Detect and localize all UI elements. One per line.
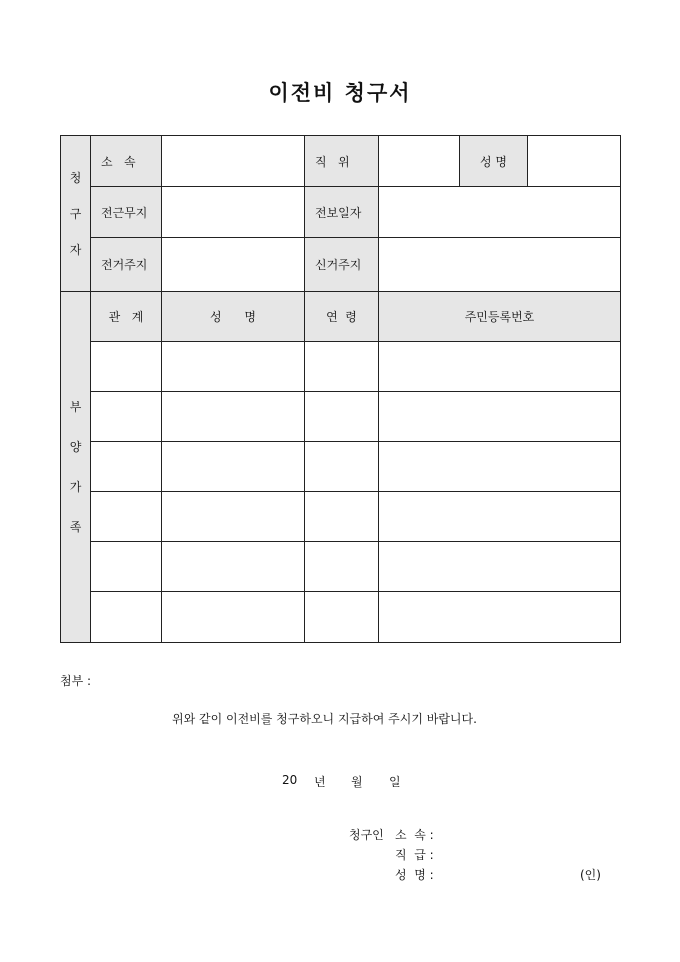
dependent-row: [61, 342, 621, 392]
resident-number-cell[interactable]: [379, 542, 621, 592]
relation-cell[interactable]: [91, 492, 162, 542]
age-cell[interactable]: [305, 542, 379, 592]
dependent-row: [61, 592, 621, 643]
dependent-name-header: 성 명: [162, 292, 305, 342]
age-cell[interactable]: [305, 492, 379, 542]
age-cell[interactable]: [305, 592, 379, 643]
claimant-side-label: 청 구 자: [61, 136, 91, 292]
seal-label: (인): [580, 868, 601, 882]
claim-form-table: [60, 135, 621, 643]
position-value[interactable]: [379, 136, 460, 187]
dependent-name-cell[interactable]: [162, 442, 305, 492]
prev-address-label: 전거주지: [91, 238, 162, 292]
date-month-label: 월: [351, 775, 363, 789]
dependent-row: [61, 492, 621, 542]
name-label: 성 명: [460, 136, 528, 187]
resident-number-cell[interactable]: [379, 492, 621, 542]
sign-affiliation-label: 소 속 :: [395, 828, 434, 842]
new-address-label: 신거주지: [305, 238, 379, 292]
resident-number-header: 주민등록번호: [379, 292, 621, 342]
age-cell[interactable]: [305, 342, 379, 392]
age-cell[interactable]: [305, 392, 379, 442]
dependent-row: [61, 392, 621, 442]
document-title: 이전비 청구서: [268, 80, 412, 105]
resident-number-cell[interactable]: [379, 342, 621, 392]
dependent-row: [61, 442, 621, 492]
position-label: 직 위: [305, 136, 379, 187]
transfer-date-value[interactable]: [379, 187, 621, 238]
dependent-name-cell[interactable]: [162, 492, 305, 542]
claimant-prefix: 청구인: [349, 828, 384, 842]
relation-header: 관 계: [91, 292, 162, 342]
attachment-label: 첨부 :: [60, 674, 92, 688]
new-address-value[interactable]: [379, 238, 621, 292]
prev-address-value[interactable]: [162, 238, 305, 292]
relation-cell[interactable]: [91, 592, 162, 643]
dependent-name-cell[interactable]: [162, 542, 305, 592]
affiliation-value[interactable]: [162, 136, 305, 187]
resident-number-cell[interactable]: [379, 442, 621, 492]
dependents-side-label: 부 양 가 족: [61, 292, 91, 643]
relation-cell[interactable]: [91, 342, 162, 392]
resident-number-cell[interactable]: [379, 592, 621, 643]
date-day-label: 일: [389, 775, 401, 789]
affiliation-label: 소 속: [91, 136, 162, 187]
resident-number-cell[interactable]: [379, 392, 621, 442]
relation-cell[interactable]: [91, 542, 162, 592]
name-value[interactable]: [528, 136, 621, 187]
sign-name-label: 성 명 :: [395, 868, 434, 882]
date-year-prefix: 20: [282, 773, 298, 787]
prev-work-value[interactable]: [162, 187, 305, 238]
date-year-label: 년: [314, 775, 326, 789]
transfer-date-label: 전보일자: [305, 187, 379, 238]
dependent-row: [61, 542, 621, 592]
age-header: 연 령: [305, 292, 379, 342]
request-statement-text: 위와 같이 이전비를 청구하오니 지급하여 주시기 바랍니다.: [172, 712, 477, 726]
relation-cell[interactable]: [91, 392, 162, 442]
sign-grade-label: 직 급 :: [395, 848, 434, 862]
dependent-name-cell[interactable]: [162, 392, 305, 442]
relation-cell[interactable]: [91, 442, 162, 492]
dependent-name-cell[interactable]: [162, 592, 305, 643]
age-cell[interactable]: [305, 442, 379, 492]
dependent-name-cell[interactable]: [162, 342, 305, 392]
prev-work-label: 전근무지: [91, 187, 162, 238]
